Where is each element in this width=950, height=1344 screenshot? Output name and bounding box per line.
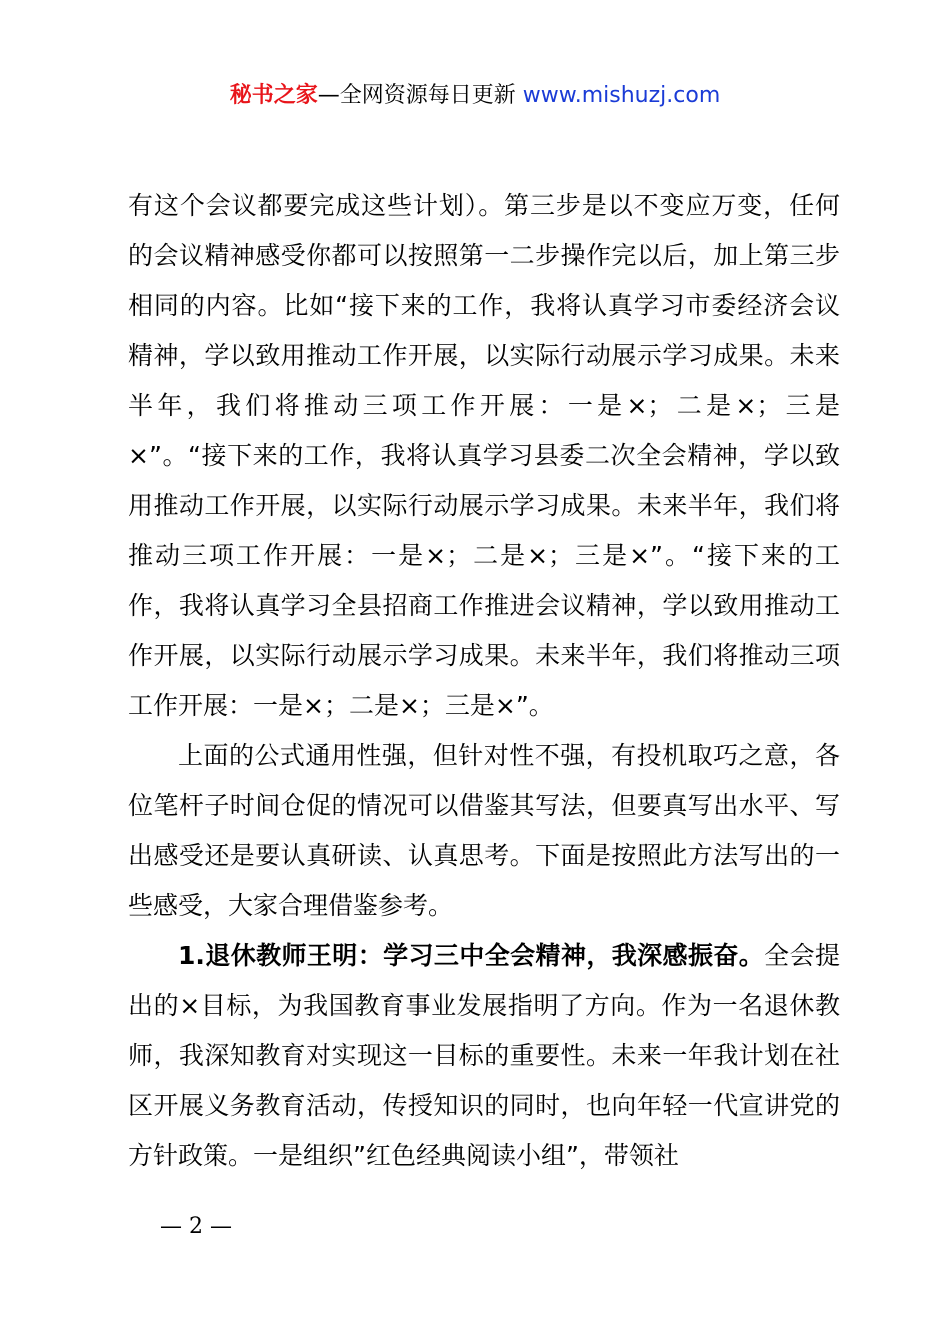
page-number: — 2 — xyxy=(160,1214,232,1239)
paragraph-continuation: 有这个会议都要完成这些计划）。第三步是以不变应万变，任何的会议精神感受你都可以按照第一二步操作完以后，加上第三步相同的内容。比如“接下来的工作，我将认真学习市委经济会议精神，学以致用推动工作开展，以实际行动展示学习成果。未来半年，我们将推动三项工作开展：一是×；二是×；三是×”。“接下来的工作，我将认真学习县委二次全会精神，学以致用推动工作开展，以实际行动展示学习成果。未来半年，我们将推动三项工作开展：一是×；二是×；三是×”。“接下来的工作，我将认真学习全县招商工作推进会议精神，学以致用推动工作开展，以实际行动展示学习成果。未来半年，我们将推动三项工作开展：一是×；二是×；三是×”。 xyxy=(128,191,840,720)
paragraph-formula-note: 上面的公式通用性强，但针对性不强，有投机取巧之意，各位笔杆子时间仓促的情况可以借鉴其写法，但要真写出水平、写出感受还是要认真研读、认真思考。下面是按照此方法写出的一些感受，大家合理借鉴参考。 xyxy=(128,741,840,920)
site-url-link[interactable]: www.mishuzj.com xyxy=(522,83,721,108)
site-banner xyxy=(0,80,950,112)
brand-name: 秘书之家 xyxy=(229,83,318,108)
paragraph-example-1 xyxy=(128,931,840,1181)
document-body xyxy=(128,181,840,1181)
example-1-heading: 1.退休教师王明：学习三中全会精神，我深感振奋。 xyxy=(178,941,765,970)
banner-tagline: —全网资源每日更新 xyxy=(317,83,516,108)
example-1-text: 全会提出的×目标，为我国教育事业发展指明了方向。作为一名退休教师，我深知教育对实现这一目标的重要性。未来一年我计划在社区开展义务教育活动，传授知识的同时，也向年轻一代宣讲党的方针政策。一是组织”红色经典阅读小组”，带领社 xyxy=(128,941,840,1170)
